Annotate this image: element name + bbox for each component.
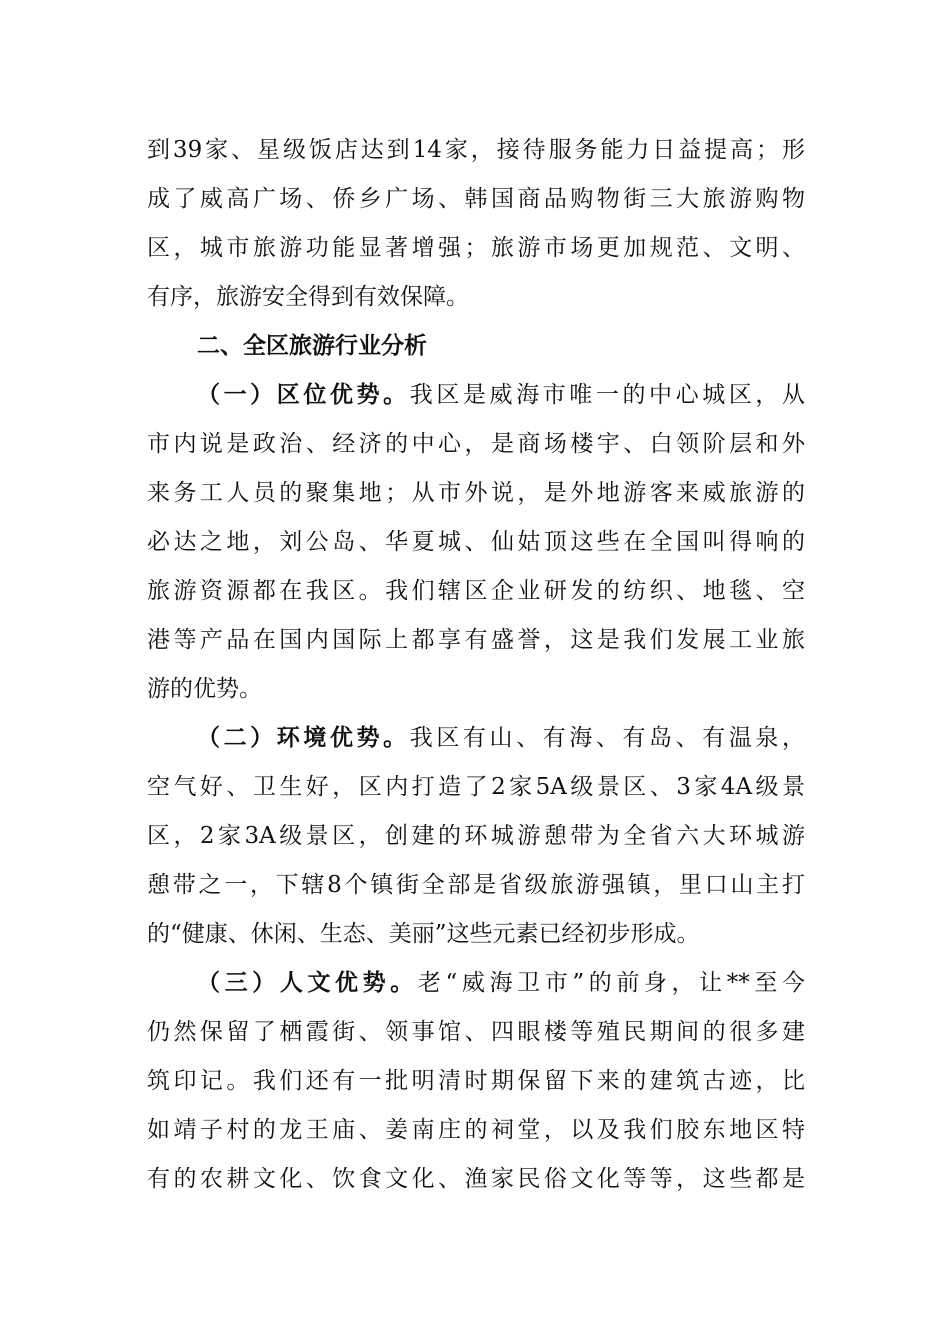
intro-paragraph (147, 126, 805, 322)
text-line: 旅游资源都在我区。我们辖区企业研发的纺织、地毯、空 (147, 578, 805, 604)
paragraph-lead: （一）区位优势。 (197, 382, 410, 408)
section-heading: 二、全区旅游行业分析 (197, 333, 427, 359)
text-line: 区，城市旅游功能显著增强；旅游市场更加规范、文明、 (147, 235, 805, 261)
text-line: 筑印记。我们还有一批明清时期保留下来的建筑古迹，比 (147, 1068, 805, 1094)
text-line: 有序，旅游安全得到有效保障。 (147, 284, 469, 310)
text-line: 空气好、卫生好，区内打造了2家5A级景区、3家4A级景 (147, 774, 805, 800)
paragraph-lead: （三）人文优势。 (197, 970, 418, 996)
text-line: 区，2家3A级景区，创建的环城游憩带为全省六大环城游 (147, 823, 805, 849)
paragraph-cultural-advantage (147, 959, 805, 1204)
text-line: 市内说是政治、经济的中心，是商场楼宇、白领阶层和外 (147, 431, 805, 457)
text-line: 憩带之一，下辖8个镇街全部是省级旅游强镇，里口山主打 (147, 872, 805, 898)
text-line: 有的农耕文化、饮食文化、渔家民俗文化等等，这些都是 (147, 1166, 805, 1192)
text-line: 港等产品在国内国际上都享有盛誉，这是我们发展工业旅 (147, 627, 805, 653)
paragraph-location-advantage (147, 371, 805, 714)
paragraph-lead: （二）环境优势。 (197, 725, 410, 751)
paragraph-environment-advantage (147, 714, 805, 959)
paragraph-first-line (147, 959, 805, 1008)
paragraph-first-line (147, 371, 805, 420)
text-line: 必达之地，刘公岛、华夏城、仙姑顶这些在全国叫得响的 (147, 529, 805, 555)
paragraph-text: 我区是威海市唯一的中心城区，从 (409, 382, 805, 408)
text-line: 如靖子村的龙王庙、姜南庄的祠堂，以及我们胶东地区特 (147, 1117, 805, 1143)
document-page (147, 126, 805, 1204)
text-line: 到39家、星级饭店达到14家，接待服务能力日益提高；形 (147, 137, 805, 163)
paragraph-text: 老“威海卫市”的前身，让**至今 (417, 970, 805, 996)
text-line: 来务工人员的聚集地；从市外说，是外地游客来威旅游的 (147, 480, 805, 506)
text-line: 成了威高广场、侨乡广场、韩国商品购物街三大旅游购物 (147, 186, 805, 212)
text-line: 仍然保留了栖霞街、领事馆、四眼楼等殖民期间的很多建 (147, 1019, 805, 1045)
paragraph-first-line (147, 714, 805, 763)
text-line: 的“健康、休闲、生态、美丽”这些元素已经初步形成。 (147, 921, 700, 947)
text-line: 游的优势。 (147, 676, 262, 702)
paragraph-text: 我区有山、有海、有岛、有温泉， (409, 725, 805, 751)
